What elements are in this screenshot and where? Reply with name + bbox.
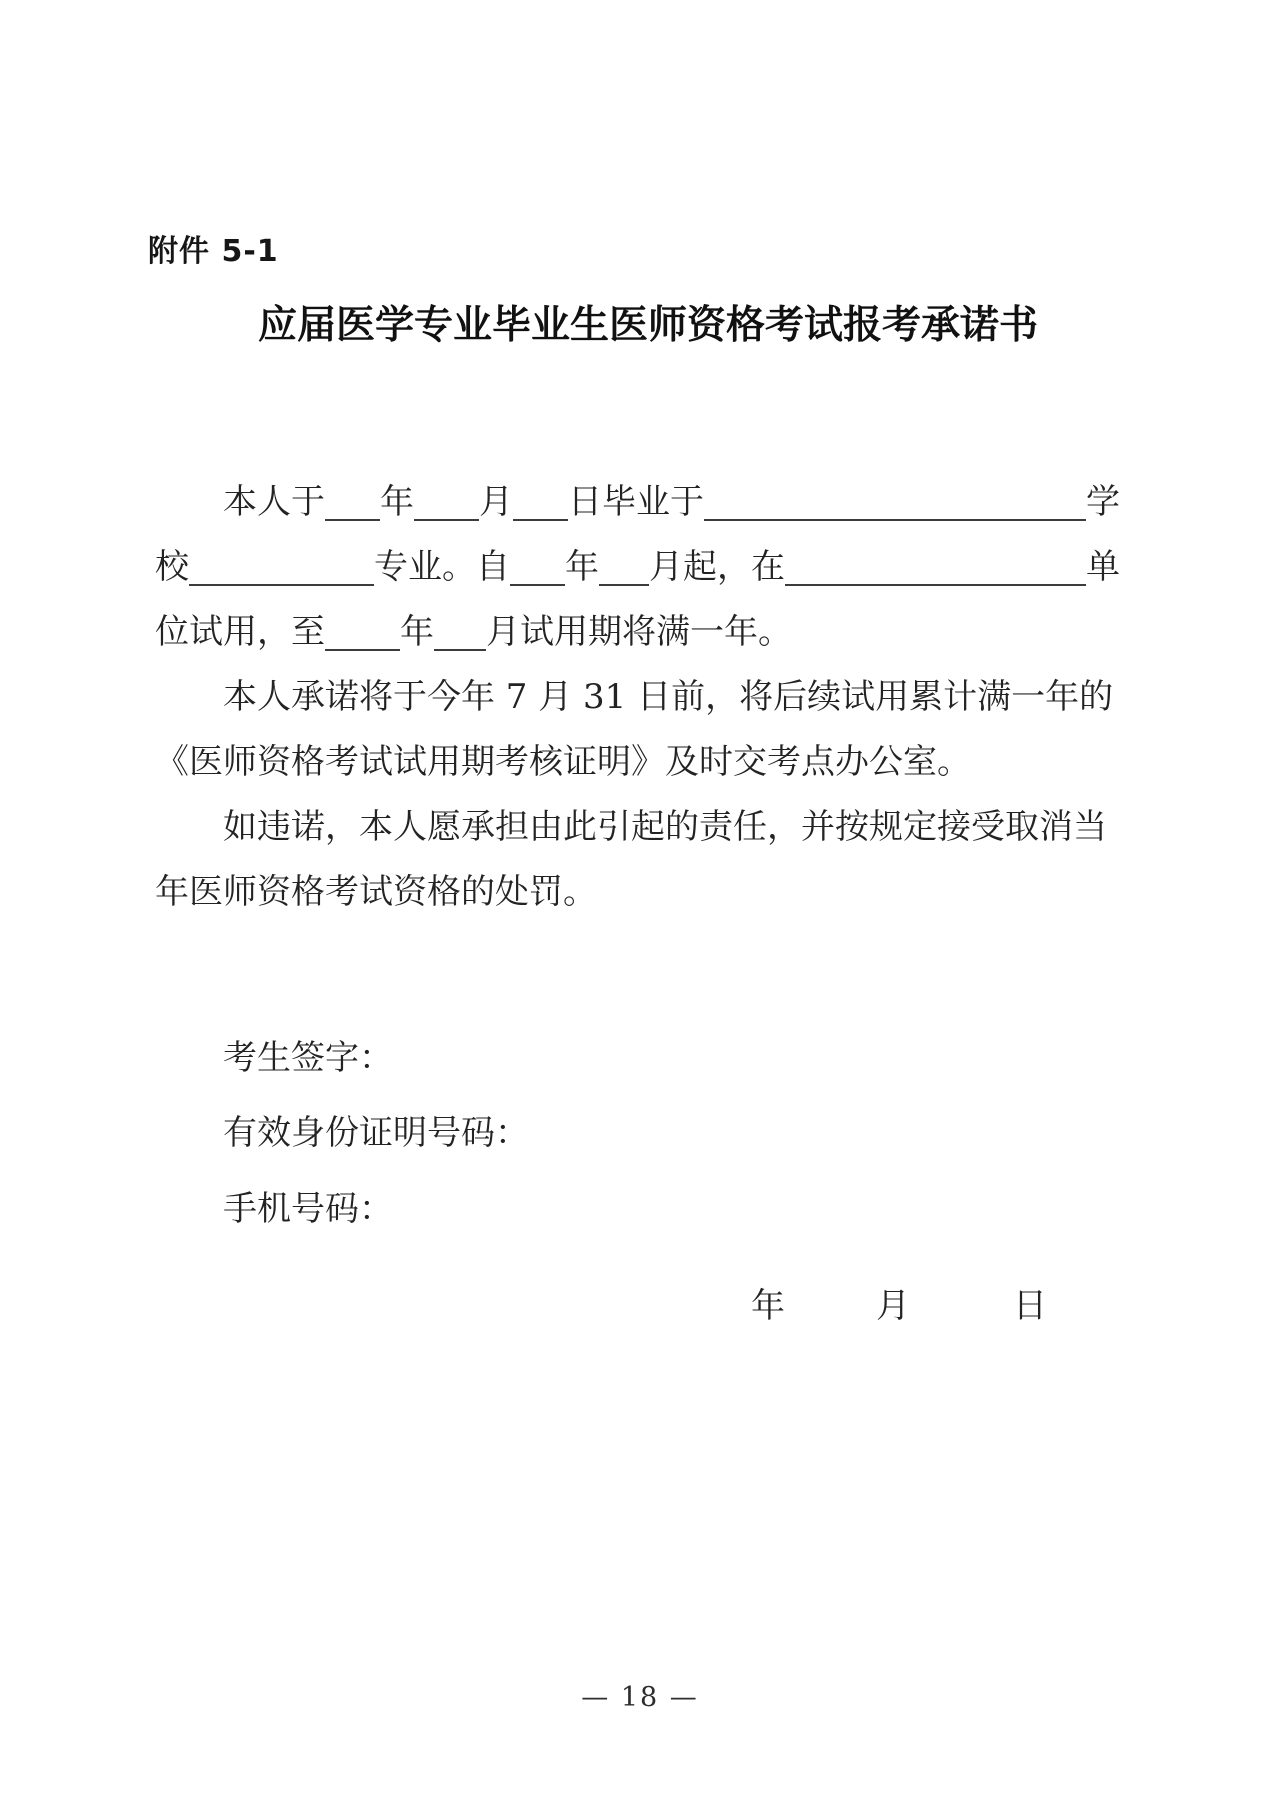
document-title: 应届医学专业毕业生医师资格考试报考承诺书 [257, 303, 1038, 348]
fill-in-blank [325, 519, 380, 521]
body-text: 月试用期将满一年。 [486, 612, 792, 652]
date-line [751, 1278, 1047, 1327]
body-text: 专业。自 [374, 547, 510, 587]
fill-in-blank [325, 649, 400, 651]
fill-in-blank [785, 584, 1086, 586]
body-text: 年 [400, 612, 434, 652]
fill-in-blank [434, 649, 486, 651]
body-text: 本人于 [223, 482, 325, 522]
body-line [155, 535, 1125, 600]
body-text: 月起，在 [649, 547, 785, 587]
body-text: 年 [380, 482, 414, 522]
fill-in-blank [513, 519, 568, 521]
document-body [155, 470, 1125, 925]
fill-in-blank [414, 519, 479, 521]
attachment-label: 附件 5-1 [148, 234, 279, 269]
body-line [155, 665, 1125, 730]
body-line [155, 470, 1125, 535]
body-text: 学 [1086, 482, 1120, 522]
body-line [155, 860, 1125, 925]
body-text: 日毕业于 [568, 482, 704, 522]
date-day-label: 日 [1013, 1286, 1047, 1326]
date-year-label: 年 [751, 1286, 785, 1326]
body-text: 单 [1086, 547, 1120, 587]
body-line [155, 600, 1125, 665]
fill-in-blank [189, 584, 374, 586]
fill-in-blank [599, 584, 649, 586]
body-text: 本人承诺将于今年 7 月 31 日前，将后续试用累计满一年的 [223, 677, 1114, 717]
body-text: 位试用，至 [155, 612, 325, 652]
body-line [155, 795, 1125, 860]
body-text: 如违诺，本人愿承担由此引起的责任，并按规定接受取消当 [223, 807, 1107, 847]
body-text: 年医师资格考试资格的处罚。 [155, 872, 597, 912]
candidate-signature-label: 考生签字： [223, 1038, 393, 1078]
page-number: — 18 — [581, 1682, 699, 1713]
id-number-label: 有效身份证明号码： [223, 1113, 529, 1153]
body-text: 校 [155, 547, 189, 587]
fill-in-blank [510, 584, 565, 586]
body-text: 月 [479, 482, 513, 522]
fill-in-blank [704, 519, 1086, 521]
date-month-label: 月 [876, 1286, 910, 1326]
body-line [155, 730, 1125, 795]
phone-number-label: 手机号码： [223, 1189, 393, 1229]
body-text: 《医师资格考试试用期考核证明》及时交考点办公室。 [155, 742, 971, 782]
body-text: 年 [565, 547, 599, 587]
